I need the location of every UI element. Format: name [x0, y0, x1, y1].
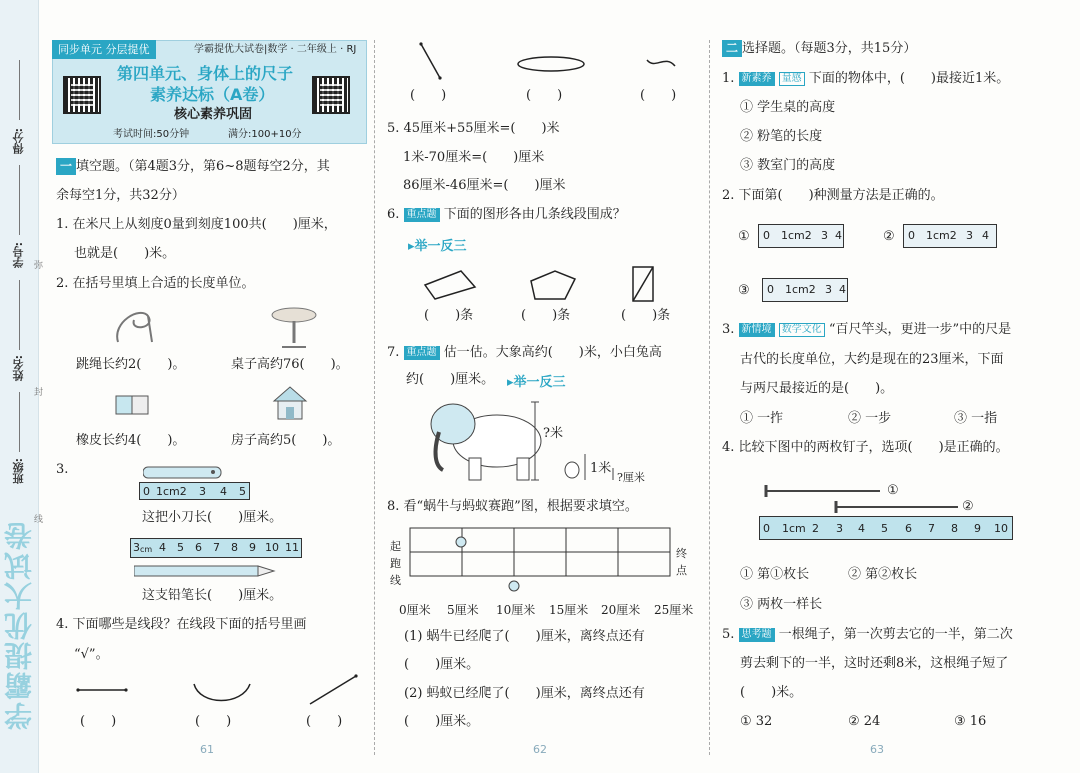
- ruler-tick: 9: [974, 522, 981, 535]
- ruler-tick: 4: [858, 522, 865, 535]
- c5-number: 5.: [722, 627, 735, 642]
- ruler-tick: 1cm2: [156, 485, 187, 498]
- q6-tag: 重点题: [404, 208, 440, 222]
- unit-title: 第四单元、身体上的尺子: [117, 64, 294, 83]
- question-5b: 1米-70厘米=( )厘米: [403, 150, 545, 165]
- seal-mark: 线: [34, 515, 44, 525]
- answer-paren: ( ): [306, 714, 343, 729]
- ruler-tick: 1cm2: [785, 283, 816, 296]
- column-divider: [374, 40, 375, 755]
- section-number: 一: [56, 158, 76, 175]
- qr-code-icon: [312, 76, 350, 114]
- q4-figures: [70, 670, 370, 710]
- ruler-tick: 0: [143, 485, 150, 498]
- question-1: 1. 在米尺上从刻度0量到刻度100共( )厘米，: [56, 217, 337, 232]
- spine-rule: [19, 60, 21, 120]
- q6-number: 6.: [387, 207, 400, 222]
- column-divider: [709, 40, 710, 755]
- ruler-tick: 10: [994, 522, 1008, 535]
- question-8-2-cont: ( )厘米。: [404, 714, 480, 729]
- ruler-tick: 8: [951, 522, 958, 535]
- practice-link-label: 举一反三: [414, 239, 467, 254]
- section-title-cont: 余每空1分，共32分）: [56, 188, 185, 203]
- ruler-tick: 2: [812, 522, 819, 535]
- choice-question-5: [722, 627, 1013, 643]
- c1-option: ② 粉笔的长度: [740, 129, 823, 144]
- axis-label: 25厘米: [654, 603, 694, 617]
- question-5a: 5. 45厘米+55厘米=( )米: [387, 121, 560, 136]
- q6-answer: ( )条: [621, 308, 671, 323]
- c5-option: ③ 16: [954, 714, 987, 729]
- q7-text: 估一估。大象高约( )米，小白兔高: [443, 345, 662, 360]
- answer-paren: ( ): [80, 714, 117, 729]
- answer-paren: ( ): [640, 88, 677, 103]
- question-4: 4. 下面哪些是线段？在线段下面的括号里画: [56, 617, 307, 632]
- c3-number: 3.: [722, 322, 735, 337]
- axis-label: 20厘米: [601, 603, 641, 617]
- c5-text-cont: 剪去剩下的一半，这时还剩8米，这根绳子短了: [740, 656, 1009, 671]
- ruler-tick: 4: [982, 229, 989, 242]
- answer-paren: ( ): [410, 88, 447, 103]
- section-caption: 核心素养巩固: [174, 107, 253, 122]
- ruler-tick: 3: [825, 283, 832, 296]
- section-title: 选择题。（每题3分，共15分）: [742, 41, 917, 56]
- spine-rule: [19, 280, 21, 350]
- meter-reference: 1米: [590, 461, 612, 476]
- q2-item-house: 房子高约5( )。: [231, 433, 341, 448]
- ruler-tick: 4: [835, 229, 842, 242]
- name-label: 姓名:: [12, 355, 25, 382]
- c5-text: 一根绳子，第一次剪去它的一半，第二次: [778, 627, 1013, 642]
- axis-label: 15厘米: [549, 603, 589, 617]
- student-id-label: 学号:: [12, 242, 25, 269]
- c1-tag2: 量感: [779, 72, 805, 86]
- line-figures: [385, 40, 695, 85]
- eraser-icon: [112, 388, 154, 420]
- choice-question-3: [722, 322, 1011, 338]
- brand-watermark: 学霸提优大试卷: [3, 520, 36, 730]
- ruler-tick: 4: [159, 541, 166, 554]
- axis-label: 0厘米: [399, 603, 431, 617]
- knife-question: 这把小刀长( )厘米。: [142, 510, 283, 525]
- ruler-tick: 8: [231, 541, 238, 554]
- c3-text-cont: 与两尺最接近的是( )。: [740, 381, 894, 396]
- c4-option: ② 第②枚长: [848, 567, 918, 582]
- ruler-tick: 4: [220, 485, 227, 498]
- c1-text: 下面的物体中，( )最接近1米。: [808, 71, 1010, 86]
- choice-question-4: 4. 比较下图中的两枚钉子，选项( )是正确的。: [722, 440, 1009, 455]
- c3-text-cont: 古代的长度单位，大约是现在的23厘米，下面: [740, 352, 1004, 367]
- c3-tag: 新情境: [739, 323, 775, 337]
- ruler-tick: cm: [140, 545, 153, 554]
- spine-rule: [19, 392, 21, 452]
- axis-label: 10厘米: [496, 603, 536, 617]
- ruler-tick: 3: [836, 522, 843, 535]
- c3-tag2: 数学文化: [779, 323, 825, 337]
- section-title: 填空题。（第4题3分，第6~8题每空2分，其: [76, 159, 330, 174]
- measure-ruler-2: [903, 224, 997, 248]
- ruler-tick: 6: [195, 541, 202, 554]
- ruler-tick: 9: [249, 541, 256, 554]
- ruler-tick: 0: [763, 522, 770, 535]
- ruler-tick: 1cm2: [926, 229, 957, 242]
- c1-option: ① 学生桌的高度: [740, 100, 836, 115]
- table-icon: [268, 305, 320, 350]
- nail-ruler: [759, 516, 1013, 540]
- finish-line-label: 终点: [676, 547, 687, 577]
- ruler-tick: 3: [199, 485, 206, 498]
- pencil-icon: [134, 563, 276, 579]
- ruler-tick: 6: [905, 522, 912, 535]
- choice-question-1: [722, 71, 1009, 87]
- elephant-height-label: ?米: [543, 426, 563, 441]
- spine-rule: [19, 165, 21, 235]
- qr-code-icon: [63, 76, 101, 114]
- ruler-tick: 3: [821, 229, 828, 242]
- ruler-long: [130, 538, 302, 558]
- answer-paren: ( ): [195, 714, 232, 729]
- question-1-cont: 也就是( )米。: [74, 246, 176, 261]
- pencil-question: 这支铅笔长( )厘米。: [142, 588, 283, 603]
- ruler-tick: 3: [966, 229, 973, 242]
- seal-mark: 弥: [34, 261, 44, 271]
- c5-text-cont: ( )米。: [740, 685, 803, 700]
- section-number: 二: [722, 40, 742, 57]
- ruler-tick: 7: [213, 541, 220, 554]
- c2-mark: ②: [883, 229, 895, 244]
- c2-mark: ③: [738, 283, 750, 298]
- c5-option: ① 32: [740, 714, 773, 729]
- question-7: [387, 345, 662, 361]
- race-grid: [386, 524, 706, 608]
- score-label: 得分:: [12, 128, 25, 155]
- q6-shapes: [415, 265, 675, 307]
- answer-paren: ( ): [526, 88, 563, 103]
- page-number: 62: [533, 743, 547, 756]
- question-8-1-cont: ( )厘米。: [404, 657, 480, 672]
- ruler-tick: 0: [767, 283, 774, 296]
- choice-question-2: 2. 下面第( )种测量方法是正确的。: [722, 188, 944, 203]
- practice-link[interactable]: ▸举一反三: [507, 375, 566, 390]
- ruler-tick: 1cm2: [781, 229, 812, 242]
- q7-number: 7.: [387, 345, 400, 360]
- series-label: 学霸提优大试卷|数学 · 二年级上 · RJ: [194, 44, 357, 55]
- page-number: 61: [200, 743, 214, 756]
- house-icon: [268, 383, 312, 423]
- c4-option: ① 第①枚长: [740, 567, 810, 582]
- class-label: 班级:: [12, 458, 25, 485]
- c1-number: 1.: [722, 71, 735, 86]
- c5-tag: 思考题: [739, 628, 775, 642]
- measure-ruler-1: [758, 224, 844, 248]
- question-6: [387, 207, 626, 223]
- q2-item-rope: 跳绳长约2( )。: [76, 357, 186, 372]
- measure-ruler-3: [762, 278, 848, 302]
- nail-label: ②: [962, 499, 974, 514]
- seal-mark: 封: [34, 388, 44, 398]
- ruler-tick: 1cm: [782, 522, 806, 535]
- ruler-small: [139, 482, 250, 500]
- question-5c: 86厘米-46厘米=( )厘米: [403, 178, 566, 193]
- ruler-tick: 10: [265, 541, 279, 554]
- nail-label: ①: [887, 483, 899, 498]
- q7-tag: 重点题: [404, 346, 440, 360]
- banner-tag: 同步单元 分层提优: [52, 40, 156, 59]
- c2-mark: ①: [738, 229, 750, 244]
- c3-text: “百尺竿头，更进一步”中的尺是: [828, 322, 1012, 337]
- question-3: 3.: [56, 462, 69, 477]
- ruler-tick: 11: [285, 541, 299, 554]
- c1-option: ③ 教室门的高度: [740, 158, 836, 173]
- ruler-tick: 5: [881, 522, 888, 535]
- c1-tag: 新素养: [739, 72, 775, 86]
- ruler-tick: 5: [239, 485, 246, 498]
- exam-time: 考试时间:50分钟: [113, 129, 190, 140]
- page-number: 63: [870, 743, 884, 756]
- ruler-tick: 5: [177, 541, 184, 554]
- question-7-cont: 约( )厘米。: [406, 372, 495, 387]
- q2-item-table: 桌子高约76( )。: [231, 357, 349, 372]
- full-score: 满分:100+10分: [228, 129, 302, 140]
- rabbit-height-label: ?厘米: [617, 471, 645, 484]
- ruler-tick: 4: [839, 283, 846, 296]
- ruler-tick: 0: [763, 229, 770, 242]
- q6-text: 下面的图形各由几条线段围成？: [443, 207, 626, 222]
- question-8: 8. 看“蜗牛与蚂蚁赛跑”图，根据要求填空。: [387, 499, 638, 514]
- start-line-label: 起跑线: [390, 540, 401, 587]
- axis-label: 5厘米: [447, 603, 479, 617]
- ruler-tick: 0: [908, 229, 915, 242]
- q2-item-eraser: 橡皮长约4( )。: [76, 433, 186, 448]
- c3-option: ③ 一指: [954, 411, 998, 426]
- ruler-tick: 3: [133, 541, 140, 554]
- q6-answer: ( )条: [424, 308, 474, 323]
- jump-rope-icon: [110, 302, 158, 350]
- question-8-1: (1) 蜗牛已经爬了( )厘米，离终点还有: [404, 629, 645, 644]
- practice-link[interactable]: ▸举一反三: [408, 239, 467, 254]
- question-8-2: (2) 蚂蚁已经爬了( )厘米，离终点还有: [404, 686, 645, 701]
- c3-option: ① 一拃: [740, 411, 784, 426]
- question-4-cont: “√”。: [74, 647, 109, 662]
- ruler-tick: 7: [928, 522, 935, 535]
- knife-icon: [143, 464, 223, 482]
- c4-option: ③ 两枚一样长: [740, 597, 823, 612]
- unit-subtitle: 素养达标（A卷）: [150, 85, 275, 104]
- c3-option: ② 一步: [848, 411, 892, 426]
- q6-answer: ( )条: [521, 308, 571, 323]
- question-2: 2. 在括号里填上合适的长度单位。: [56, 276, 255, 291]
- c5-option: ② 24: [848, 714, 881, 729]
- practice-link-label: 举一反三: [513, 375, 566, 390]
